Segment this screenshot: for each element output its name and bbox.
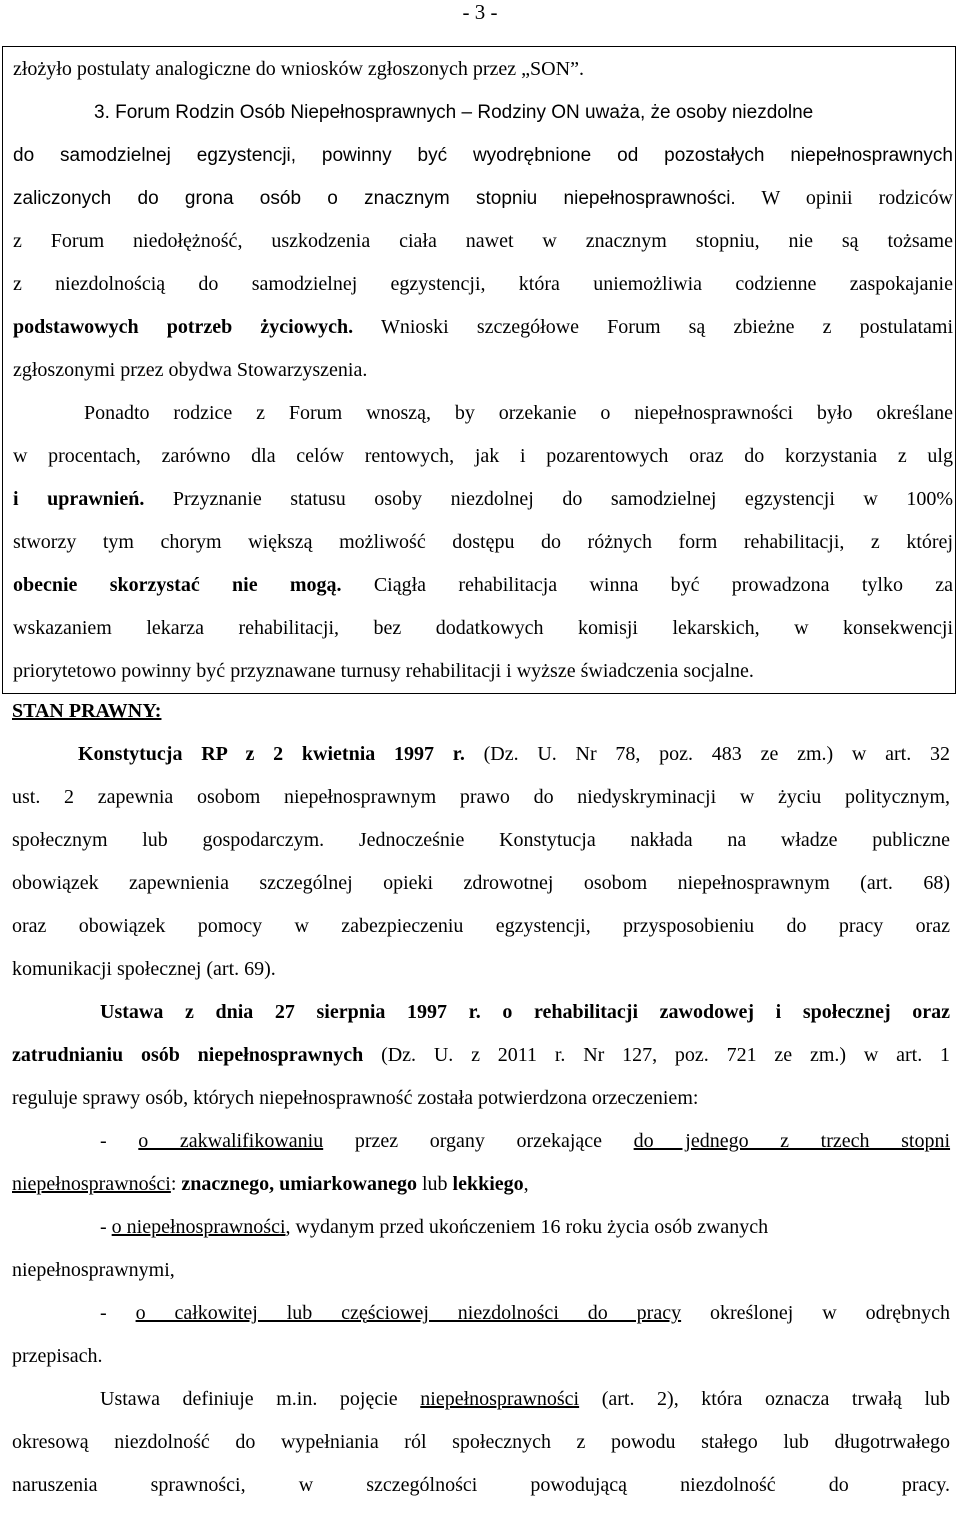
box-line-13a: obecnie skorzystać nie mogą. bbox=[13, 574, 342, 596]
page-number: - 3 - bbox=[462, 0, 498, 24]
box-line-2: 3. Forum Rodzin Osób Niepełnosprawnych – Rodziny ON uważa, że osoby niezdolne bbox=[94, 102, 814, 123]
act-ref: (Dz. U. z 2011 r. Nr 127, poz. 721 ze zm.) w art. 1 bbox=[381, 1044, 951, 1066]
box-line-11b: Przyznanie statusu osoby niezdolnej do samodzielnej egzystencji w 100% bbox=[172, 488, 954, 510]
constitution-line-3: społecznym lub gospodarczym. Jednocześnie Konstytucja nakłada na władze publiczne bbox=[12, 829, 950, 851]
list-item-1-u1: o zakwalifikowaniu bbox=[138, 1130, 324, 1152]
definition-line-3: naruszenia sprawności, w szczególności powodującą niezdolność do pracy. bbox=[12, 1474, 950, 1496]
act-title-part-2: zatrudnianiu osób niepełnosprawnych bbox=[12, 1044, 364, 1066]
act-title-part-1: Ustawa z dnia 27 sierpnia 1997 r. o rehabilitacji zawodowej i społecznej oraz bbox=[100, 1001, 950, 1023]
list-item-1: - o zakwalifikowaniu przez organy orzekające do jednego z trzech stopni bbox=[100, 1130, 951, 1152]
constitution-line-4: obowiązek zapewnienia szczególnej opieki zdrowotnej osobom niepełnosprawnym (art. 68) bbox=[12, 872, 950, 894]
box-line-6: z niezdolnością do samodzielnej egzystencji, która uniemożliwia codzienne zaspokajanie bbox=[13, 273, 953, 295]
constitution-line-6: komunikacji społecznej (art. 69). bbox=[12, 958, 276, 980]
box-line-7 bbox=[13, 306, 953, 349]
boxed-section bbox=[2, 46, 956, 694]
act-line-3: reguluje sprawy osób, których niepełnosprawność została potwierdzona orzeczeniem: bbox=[12, 1087, 699, 1109]
constitution-title: Konstytucja RP z 2 kwietnia 1997 r. bbox=[78, 743, 465, 765]
definition-term: niepełnosprawności bbox=[420, 1388, 580, 1410]
constitution-ref: (Dz. U. Nr 78, poz. 483 ze zm.) w art. 32 bbox=[483, 743, 950, 765]
definition-line-2: okresową niezdolność do wypełniania ról społecznych z powodu stałego lub długotrwałego bbox=[12, 1431, 950, 1453]
box-line-15: priorytetowo powinny być przyznawane turnusy rehabilitacji i wyższe świadczenia socjalne. bbox=[13, 660, 754, 682]
box-line-8: zgłoszonymi przez obydwa Stowarzyszenia. bbox=[13, 359, 368, 381]
box-line-7b: Wnioski szczegółowe Forum są zbieżne z postulatami bbox=[380, 316, 953, 338]
box-line-14: wskazaniem lekarza rehabilitacji, bez dodatkowych komisji lekarskich, w konsekwencji bbox=[13, 617, 953, 639]
box-line-9: Ponadto rodzice z Forum wnoszą, by orzekanie o niepełnosprawności było określane bbox=[84, 402, 953, 424]
box-line-11 bbox=[13, 478, 953, 521]
box-line-3: do samodzielnej egzystencji, powinny być wyodrębnione od pozostałych niepełnosprawnych bbox=[13, 145, 953, 166]
constitution-line-5: oraz obowiązek pomocy w zabezpieczeniu egzystencji, przysposobieniu do pracy oraz bbox=[12, 915, 950, 937]
list-item-1-cont: niepełnosprawności: znacznego, umiarkowanego lub lekkiego, bbox=[12, 1173, 529, 1195]
box-line-12: stworzy tym chorym większą możliwość dostępu do różnych form rehabilitacji, z której bbox=[13, 531, 953, 553]
box-line-1: złożyło postulaty analogiczne do wniosków zgłoszonych przez „SON”. bbox=[13, 58, 584, 80]
list-item-2-cont: niepełnosprawnymi, bbox=[12, 1259, 175, 1281]
box-line-11a: i uprawnień. bbox=[13, 488, 145, 510]
section-heading: STAN PRAWNY: bbox=[12, 700, 162, 722]
act-line-2 bbox=[12, 1034, 950, 1077]
box-line-4 bbox=[13, 177, 953, 220]
box-line-7a: podstawowych potrzeb życiowych. bbox=[13, 316, 354, 338]
constitution-line-2: ust. 2 zapewnia osobom niepełnosprawnym prawo do niedyskryminacji w życiu politycznym, bbox=[12, 786, 950, 808]
box-line-13b: Ciągła rehabilitacja winna być prowadzona tylko za bbox=[373, 574, 953, 596]
box-line-5: z Forum niedołężność, uszkodzenia ciała nawet w znacznym stopniu, nie są tożsame bbox=[13, 230, 953, 252]
list-item-3-cont: przepisach. bbox=[12, 1345, 103, 1367]
box-line-10: w procentach, zarówno dla celów rentowych, jak i pozarentowych oraz do korzystania z ulg bbox=[13, 445, 953, 467]
list-item-3-u: o całkowitej lub częściowej niezdolności do pracy bbox=[135, 1302, 682, 1324]
list-item-2-u: o niepełnosprawności bbox=[111, 1216, 286, 1238]
list-item-3: - o całkowitej lub częściowej niezdolności do pracy określonej w odrębnych bbox=[100, 1302, 950, 1324]
list-item-2: - o niepełnosprawności, wydanym przed ukończeniem 16 roku życia osób zwanych bbox=[100, 1216, 769, 1238]
box-line-4-serif: W opinii rodziców bbox=[761, 187, 953, 209]
box-line-4-sans: zaliczonych do grona osób o znacznym stopniu niepełnosprawności. bbox=[13, 188, 736, 209]
act-line-1 bbox=[12, 991, 950, 1034]
definition-line-1: Ustawa definiuje m.in. pojęcie niepełnosprawności (art. 2), która oznacza trwałą lub bbox=[100, 1388, 951, 1410]
list-item-1-u2: do jednego z trzech stopni bbox=[633, 1130, 951, 1152]
box-line-13 bbox=[13, 564, 953, 607]
constitution-line-1 bbox=[12, 733, 950, 776]
